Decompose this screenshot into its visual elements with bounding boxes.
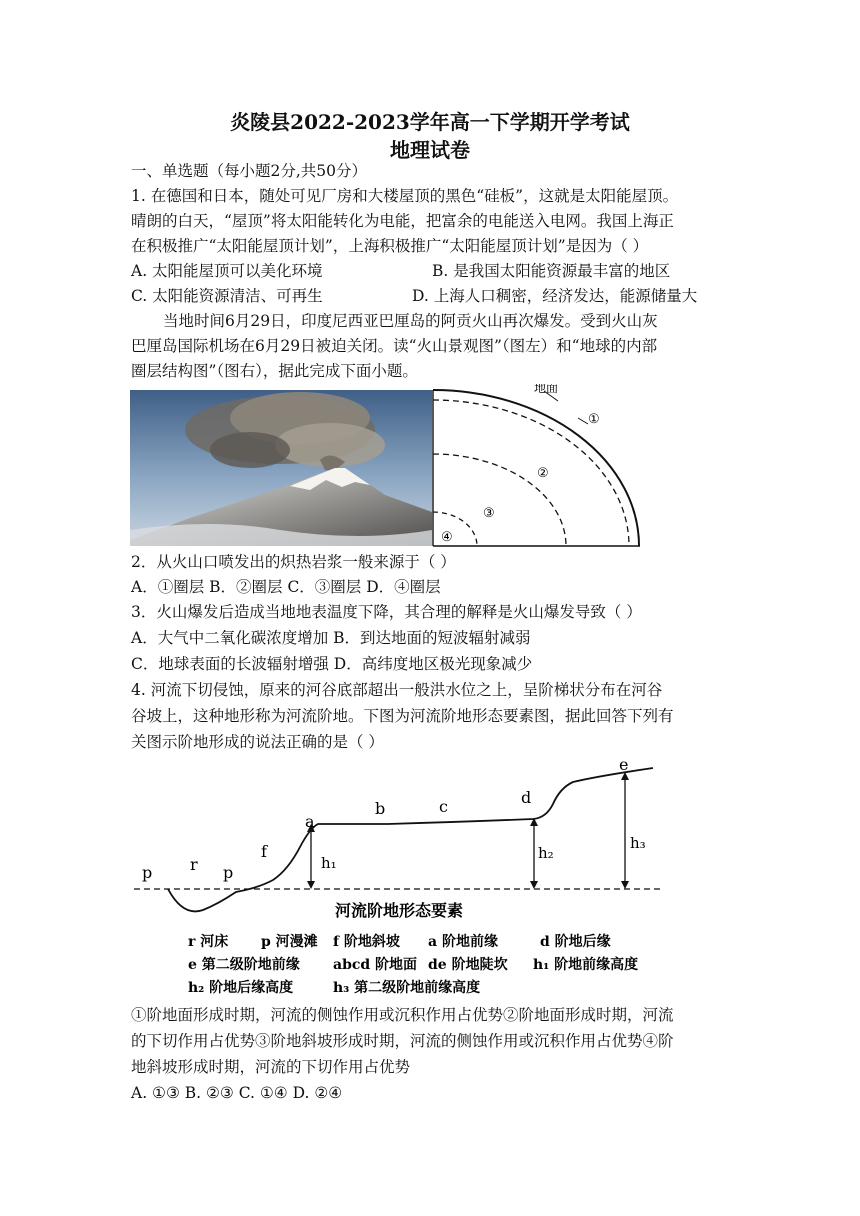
legend-f: f 阶地斜坡 — [333, 934, 400, 950]
terrace-diagram-title: 河流阶地形态要素 — [335, 901, 464, 920]
label-f: f — [261, 842, 267, 861]
passage-line-1: 当地时间6月29日，印度尼西亚巴厘岛的阿贡火山再次爆发。受到火山灰 — [163, 312, 658, 330]
legend-h2: h₂ 阶地后缘高度 — [188, 980, 294, 996]
q2-options: A．①圈层 B．②圈层 C．③圈层 D．④圈层 — [131, 578, 441, 596]
q4-stem-line-1: 4. 河流下切侵蚀，原来的河谷底部超出一般洪水位之上，呈阶梯状分布在河谷 — [131, 681, 663, 699]
legend-r: r 河床 — [188, 934, 229, 950]
label-b: b — [375, 799, 386, 818]
q1-option-d: D. 上海人口稠密，经济发达，能源储量大 — [412, 287, 698, 305]
q3-options-row-2: C．地球表面的长波辐射增强 D．高纬度地区极光现象减少 — [131, 655, 533, 673]
q4-statement-line-2: 的下切作用占优势③阶地斜坡形成时期，河流的侧蚀作用或沉积作用占优势④阶 — [131, 1032, 674, 1050]
terrace-profile — [168, 768, 653, 911]
legend-d: d 阶地后缘 — [540, 934, 611, 950]
q1-option-c: C. 太阳能资源清洁、可再生 — [131, 287, 323, 305]
legend-abcd: abcd 阶地面 — [333, 957, 418, 973]
legend-h3: h₃ 第二级阶地前缘高度 — [333, 980, 481, 996]
q4-statement-line-1: ①阶地面形成时期，河流的侧蚀作用或沉积作用占优势②阶地面形成时期，河流 — [131, 1006, 674, 1024]
legend-e: e 第二级阶地前缘 — [188, 957, 300, 973]
surface-arc — [433, 390, 639, 546]
q3-options-row-1: A．大气中二氧化碳浓度增加 B．到达地面的短波辐射减弱 — [131, 629, 531, 647]
label-h2: h₂ — [538, 844, 554, 862]
earth-layer-diagram — [432, 384, 650, 550]
legend-de: de 阶地陡坎 — [428, 957, 508, 973]
q4-stem-line-2: 谷坡上，这种地形称为河流阶地。下图为河流阶地形态要素图，据此回答下列有 — [131, 707, 674, 725]
exam-subtitle: 地理试卷 — [390, 138, 470, 162]
layer-1-label: ① — [588, 412, 600, 427]
q4-statement-line-3: 地斜坡形成时期，河流的下切作用占优势 — [131, 1058, 411, 1076]
q3-stem: 3．火山爆发后造成当地地表温度下降，其合理的解释是火山爆发导致（ ） — [131, 603, 642, 621]
q1-stem-line-1: 1. 在德国和日本，随处可见厂房和大楼屋顶的黑色“硅板”，这就是太阳能屋顶。 — [131, 187, 679, 205]
q1-stem-line-2: 晴朗的白天，“屋顶”将太阳能转化为电能，把富余的电能送入电网。我国上海正 — [131, 212, 674, 230]
inner-core-arc — [433, 512, 477, 546]
layer-3-label: ③ — [483, 506, 495, 521]
section-heading: 一、单选题（每小题2分,共50分） — [131, 162, 368, 180]
legend-p: p 河漫滩 — [261, 934, 318, 950]
q4-options: A. ①③ B. ②③ C. ①④ D. ②④ — [131, 1084, 343, 1102]
layer-2-label: ② — [537, 466, 549, 481]
label-r: r — [190, 855, 198, 874]
label-e: e — [619, 755, 629, 774]
q1-option-b: B. 是我国太阳能资源最丰富的地区 — [432, 262, 671, 280]
legend-a: a 阶地前缘 — [428, 934, 498, 950]
passage-line-2: 巴厘岛国际机场在6月29日被迫关闭。读“火山景观图”（图左）和“地球的内部 — [131, 337, 658, 355]
label-p-right: p — [223, 863, 234, 882]
label-h1: h₁ — [321, 854, 337, 872]
layer-4-label: ④ — [441, 530, 453, 545]
river-terrace-diagram — [128, 752, 668, 998]
q2-stem: 2．从火山口喷发出的炽热岩浆一般来源于（ ） — [131, 553, 456, 571]
label-a: a — [305, 812, 315, 831]
label-p-left: p — [142, 863, 153, 882]
q1-option-a: A. 太阳能屋顶可以美化环境 — [131, 262, 323, 280]
passage-line-3: 圈层结构图”（图右），据此完成下面小题。 — [131, 362, 418, 380]
q4-stem-line-3: 关图示阶地形成的说法正确的是（ ） — [131, 733, 384, 751]
label-c: c — [439, 797, 448, 816]
label-h3: h₃ — [630, 834, 646, 852]
surface-label: 地面 — [534, 384, 559, 395]
legend-h1: h₁ 阶地前缘高度 — [533, 957, 639, 973]
q1-stem-line-3: 在积极推广“太阳能屋顶计划”，上海积极推广“太阳能屋顶计划”是因为（ ） — [131, 237, 649, 255]
label-d: d — [521, 788, 532, 807]
volcano-photo — [130, 390, 432, 546]
exam-title: 炎陵县2022-2023学年高一下学期开学考试 — [230, 110, 630, 134]
